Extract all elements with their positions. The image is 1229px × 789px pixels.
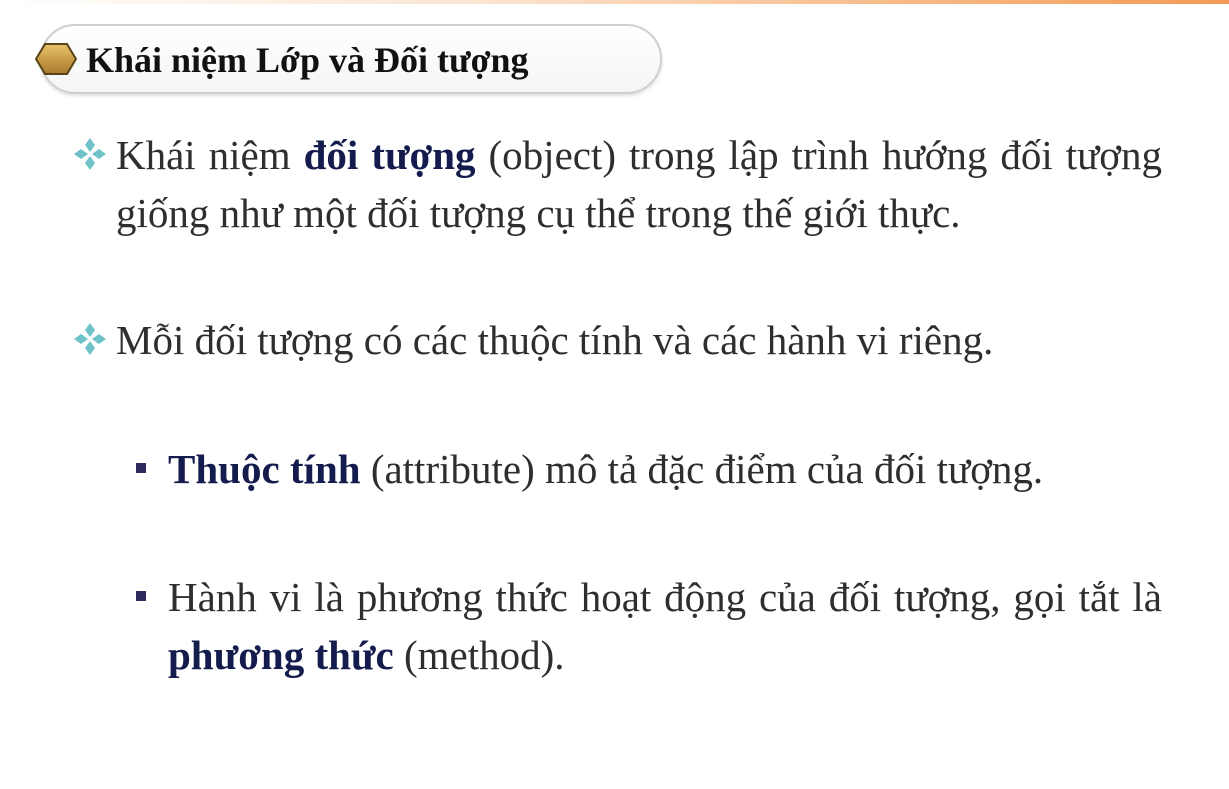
- bullet-object-definition: [116, 126, 1162, 242]
- sub-bullet-method: [168, 568, 1162, 684]
- bullet-text: Mỗi đối tượng có các thuộc tính và các hành vi riêng.: [116, 317, 994, 363]
- sub-bullet-text: Hành vi là phương thức hoạt động của đối tượng, gọi tắt là: [168, 574, 1162, 620]
- bold-term-method: phương thức: [168, 632, 394, 678]
- bullet-object-properties: [116, 311, 1162, 369]
- square-bullet-icon: [136, 591, 146, 601]
- sub-bullet-attribute: [168, 440, 1162, 498]
- sub-bullet-text: (method).: [393, 632, 565, 678]
- bold-term-object: đối tượng: [303, 132, 476, 178]
- diamond-cluster-icon: [72, 136, 108, 172]
- slide-title: Khái niệm Lớp và Đối tượng: [86, 40, 529, 80]
- bullet-text: Khái niệm: [116, 132, 304, 178]
- hexagon-icon: [35, 42, 77, 76]
- sub-bullet-text: (attribute) mô tả đặc điểm của đối tượng.: [360, 446, 1044, 492]
- bold-term-attribute: Thuộc tính: [168, 446, 361, 492]
- square-bullet-icon: [136, 463, 146, 473]
- diamond-cluster-icon: [72, 321, 108, 357]
- bullet-text: (object) trong lập trình hướng đối tượng giống như một đối tượng cụ thể trong thế giới thực.: [116, 132, 1162, 236]
- top-accent-bar: [0, 0, 1229, 4]
